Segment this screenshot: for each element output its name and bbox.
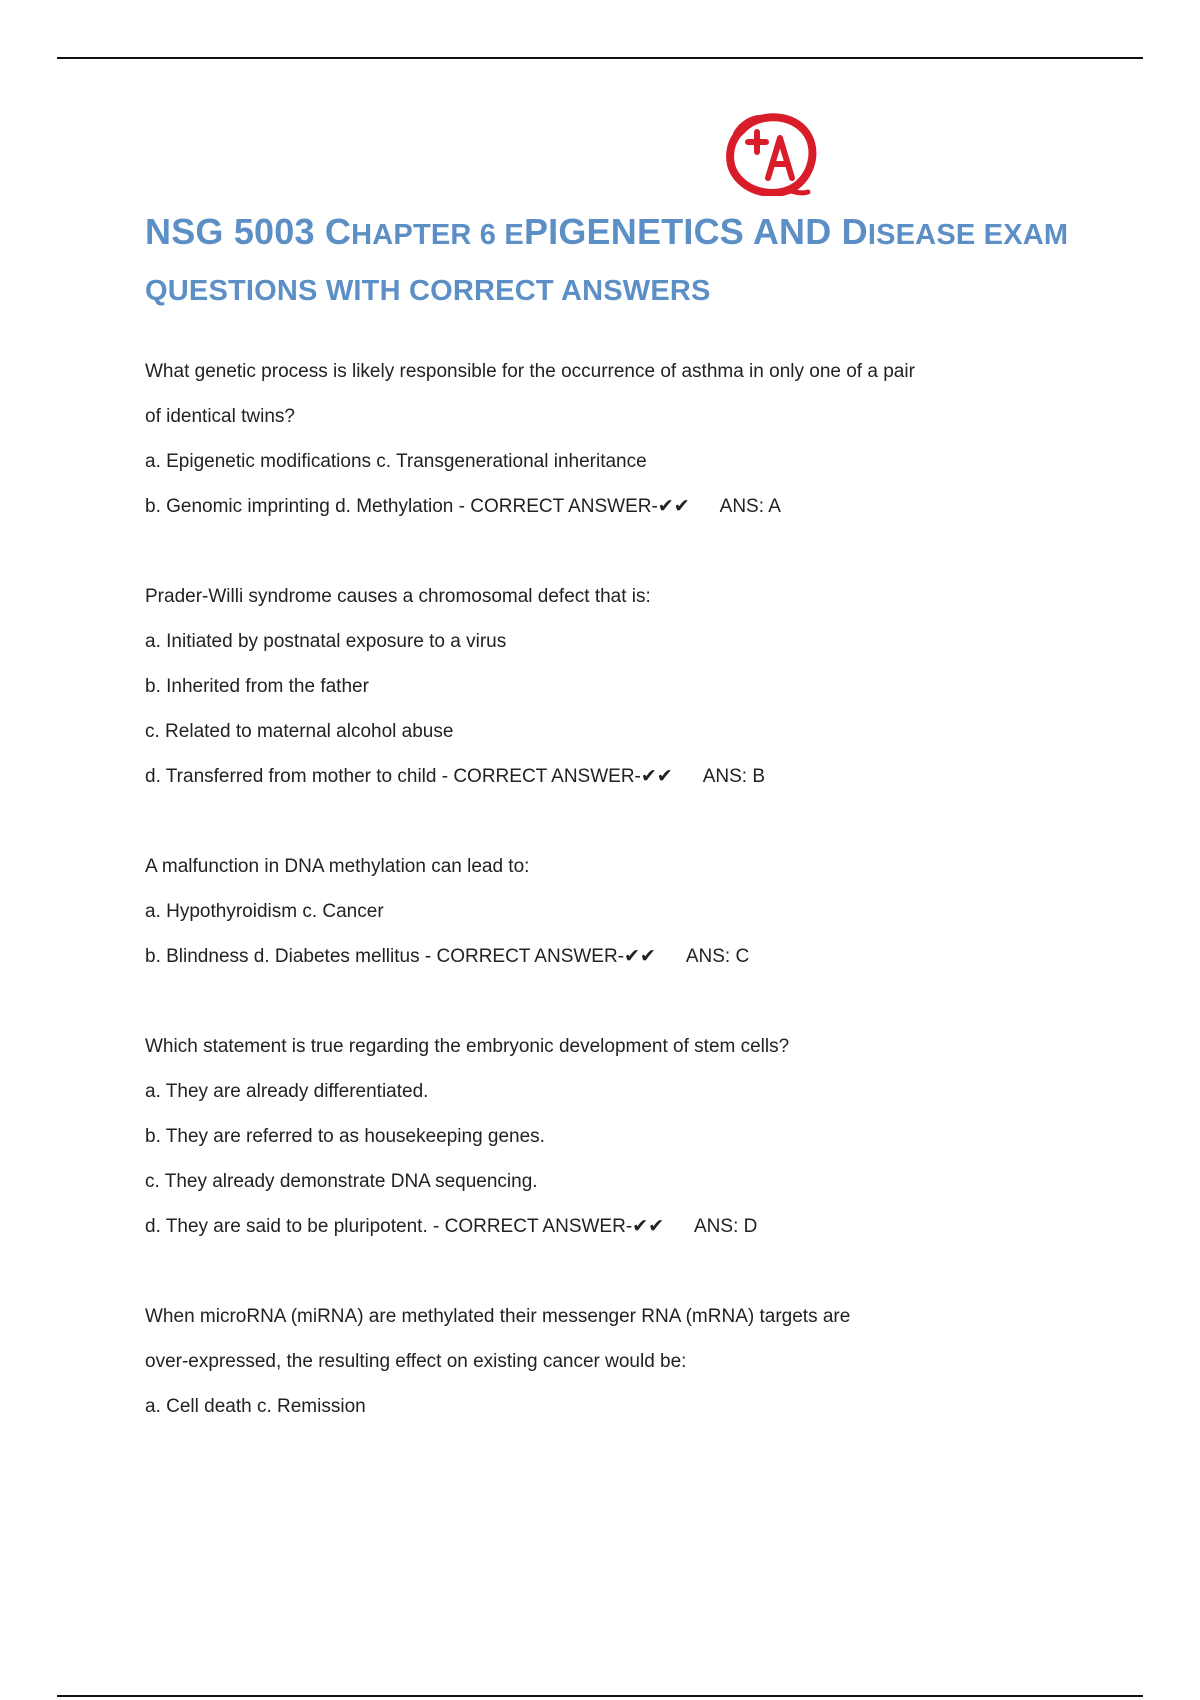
question-2 [145, 574, 1085, 799]
answer-options-line [145, 484, 1085, 529]
answer-option: b. Inherited from the father [145, 676, 369, 697]
correct-answer: ANS: A [719, 496, 781, 517]
answer-option: d. They are said to be pluripotent. - CORRECT ANSWER-✔✔ [145, 1216, 664, 1237]
question-4 [145, 1024, 1085, 1249]
answer-option-line [145, 1204, 1085, 1249]
answer-option: d. Transferred from mother to child - CORRECT ANSWER-✔✔ [145, 766, 673, 787]
correct-answer: ANS: C [685, 946, 750, 967]
answer-option: b. They are referred to as housekeeping genes. [145, 1126, 545, 1147]
question-3 [145, 844, 1085, 979]
question-1 [145, 349, 1085, 529]
answer-options: b. Genomic imprinting d. Methylation - CORRECT ANSWER-✔✔ [145, 496, 690, 517]
answer-options: b. Blindness d. Diabetes mellitus - CORRECT ANSWER-✔✔ [145, 946, 656, 967]
question-text: Prader-Willi syndrome causes a chromosomal defect that is: [145, 586, 651, 607]
question-list [145, 349, 1085, 1474]
correct-answer: ANS: B [702, 766, 766, 787]
document-title: NSG 5003 CHAPTER 6 EPIGENETICS AND DISEASE EXAM QUESTIONS WITH CORRECT ANSWERS [145, 211, 1069, 307]
answer-option-line [145, 754, 1085, 799]
top-rule [57, 57, 1143, 59]
answer-option: c. Related to maternal alcohol abuse [145, 721, 454, 742]
answer-option: a. Initiated by postnatal exposure to a virus [145, 631, 507, 652]
answer-options: a. Hypothyroidism c. Cancer [145, 901, 384, 922]
question-text: of identical twins? [145, 406, 295, 427]
question-text: What genetic process is likely responsible for the occurrence of asthma in only one of a pair [145, 361, 915, 382]
question-5 [145, 1294, 1085, 1429]
answer-option: c. They already demonstrate DNA sequencing. [145, 1171, 538, 1192]
answer-options-line [145, 934, 1085, 979]
question-text: When microRNA (miRNA) are methylated their messenger RNA (mRNA) targets are [145, 1306, 851, 1327]
answer-option: a. They are already differentiated. [145, 1081, 429, 1102]
question-text: over-expressed, the resulting effect on existing cancer would be: [145, 1351, 687, 1372]
answer-options: a. Cell death c. Remission [145, 1396, 366, 1417]
answer-options: a. Epigenetic modifications c. Transgenerational inheritance [145, 451, 647, 472]
bottom-rule [57, 1695, 1143, 1697]
correct-answer: ANS: D [694, 1216, 758, 1237]
question-text: Which statement is true regarding the embryonic development of stem cells? [145, 1036, 790, 1057]
graded-a-plus-stamp-icon [722, 108, 818, 196]
question-text: A malfunction in DNA methylation can lead to: [145, 856, 530, 877]
